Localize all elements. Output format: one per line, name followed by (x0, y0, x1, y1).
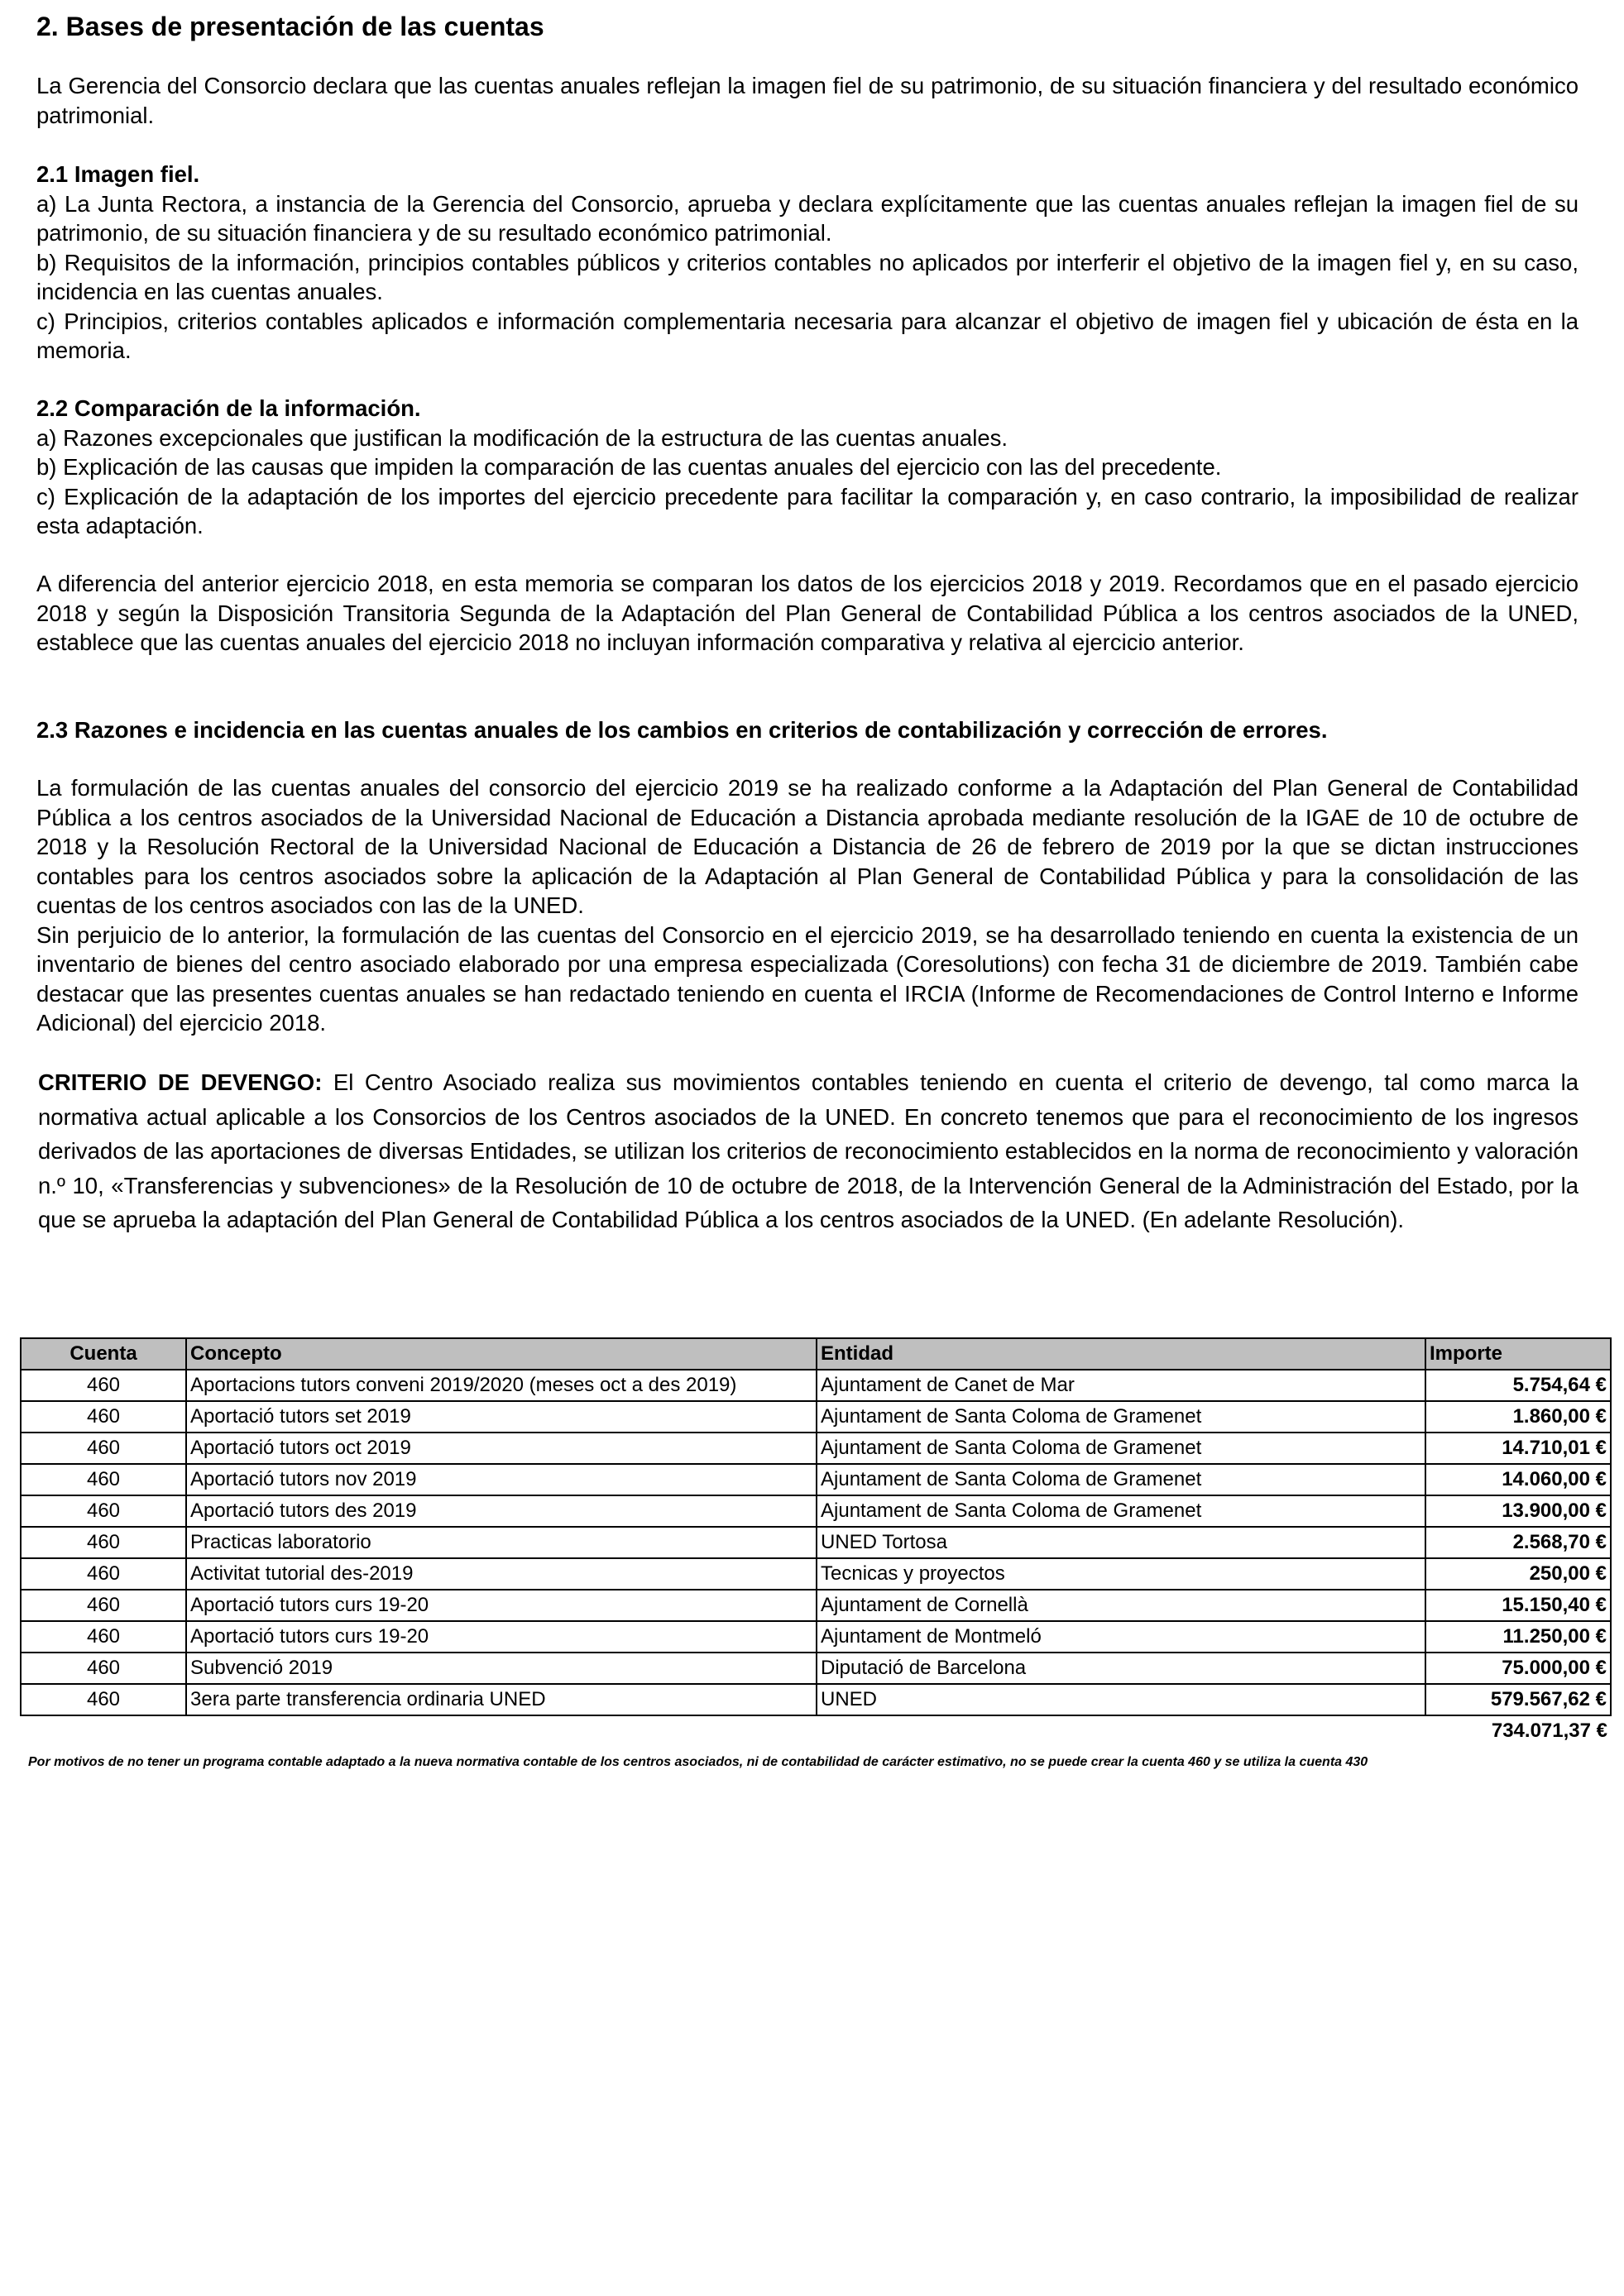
paragraph-c: c) Explicación de la adaptación de los importes del ejercicio precedente para facilitar la comparación y, en caso contrario, la imposibilidad de realizar esta adaptación. (36, 483, 1578, 538)
paragraph-sin-perjuicio: Sin perjuicio de lo anterior, la formulación de las cuentas del Consorcio en el ejercicio 2019, se ha desarrollado teniendo en cuenta la existencia de un inventario de bienes del centro asociado elaborado por una empresa especializada (Coresolutions) con fecha 31 de diciembre de 2019. También cabe destacar que las presentes cuentas anuales se han redactado teniendo en cuenta el IRCIA (Informe de Recomendaciones de Control Interno e Informe Adicional) del ejercicio 2018. (36, 921, 1578, 1036)
entidad-cell: Ajuntament de Canet de Mar (817, 1370, 1425, 1401)
header-entidad: Entidad (817, 1338, 1425, 1370)
paragraph-formulacion: La formulación de las cuentas anuales del consorcio del ejercicio 2019 se ha realizado conforme a la Adaptación del Plan General de Contabilidad Pública a los centros asociados de la Universidad Nacional de Educación a Distancia aprobada mediante resolución de la IGAE de 10 de octubre de 2018 y la Resolución Rectoral de la Universidad Nacional de Educación a Distancia de 26 de febrero de 2019 por la que se dictan instrucciones contables para los centros asociados sobre la aplicación de la Adaptación al Plan General de Contabilidad Pública y para la consolidación de las cuentas de los centros asociados con las de la UNED. (36, 775, 1578, 918)
cuenta-cell: 460 (21, 1527, 186, 1558)
table-row (21, 1558, 1611, 1590)
intro-paragraph: La Gerencia del Consorcio declara que las cuentas anuales reflejan la imagen fiel de su patrimonio, de su situación financiera y del resultado económico patrimonial. (36, 73, 1578, 128)
importe-cell: 11.250,00 € (1425, 1621, 1611, 1653)
paragraph-c: c) Principios, criterios contables aplicados e información complementaria necesaria para alcanzar el objetivo de imagen fiel y ubicación de ésta en la memoria. (36, 308, 1578, 363)
importe-cell: 14.060,00 € (1425, 1464, 1611, 1495)
importe-cell: 13.900,00 € (1425, 1495, 1611, 1527)
section-title: 2. Bases de presentación de las cuentas (36, 12, 544, 41)
header-cuenta: Cuenta (21, 1338, 186, 1370)
cuenta-cell: 460 (21, 1558, 186, 1590)
concepto-cell: Aportació tutors curs 19-20 (186, 1621, 817, 1653)
concepto-cell: Subvenció 2019 (186, 1653, 817, 1684)
paragraph-a: a) Razones excepcionales que justifican la modificación de la estructura de las cuentas anuales. (36, 424, 1008, 451)
criterio-text: El Centro Asociado realiza sus movimientos contables teniendo en cuenta el criterio de devengo, tal como marca la normativa actual aplicable a los Consorcios de los Centros asociados de la UNED. En concreto tenemos que para el reconocimiento de los ingresos derivados de las aportaciones de diversas Entidades, se utilizan los criterios de reconocimiento establecidos en la norma de reconocimiento y valoración n.º 10, «Transferencias y subvenciones» de la Resolución de 10 de octubre de 2018, de la Intervención General de la Administración del Estado, por la que se aprueba la adaptación del Plan General de Contabilidad Pública a los centros asociados de la UNED. (En adelante Resolución). (38, 1069, 1578, 1232)
entidad-cell: Ajuntament de Santa Coloma de Gramenet (817, 1464, 1425, 1495)
table-row (21, 1495, 1611, 1527)
subsection-title: 2.2 Comparación de la información. (36, 395, 421, 421)
importe-cell: 2.568,70 € (1425, 1527, 1611, 1558)
importe-cell: 579.567,62 € (1425, 1684, 1611, 1715)
concepto-cell: Aportació tutors curs 19-20 (186, 1590, 817, 1621)
empty-cell (21, 1715, 186, 1746)
paragraph-b: b) Explicación de las causas que impiden la comparación de las cuentas anuales del ejercicio con las del precedente. (36, 454, 1222, 480)
table-row (21, 1433, 1611, 1464)
section-intro (36, 71, 1578, 130)
entidad-cell: Ajuntament de Santa Coloma de Gramenet (817, 1495, 1425, 1527)
concepto-cell: Aportacions tutors conveni 2019/2020 (meses oct a des 2019) (186, 1370, 817, 1401)
concepto-cell: Aportació tutors oct 2019 (186, 1433, 817, 1464)
table-row (21, 1401, 1611, 1433)
entidad-cell: UNED Tortosa (817, 1527, 1425, 1558)
concepto-cell: Aportació tutors des 2019 (186, 1495, 817, 1527)
paragraph-a: a) La Junta Rectora, a instancia de la Gerencia del Consorcio, aprueba y declara explícitamente que las cuentas anuales reflejan la imagen fiel de su patrimonio, de su situación financiera y de su resultado económico patrimonial. (36, 190, 1578, 246)
table-row (21, 1464, 1611, 1495)
header-concepto: Concepto (186, 1338, 817, 1370)
cuenta-cell: 460 (21, 1401, 186, 1433)
aportaciones-table (20, 1337, 1612, 1746)
cuenta-cell: 460 (21, 1653, 186, 1684)
subsection-cambios-title: 2.3 Razones e incidencia en las cuentas anuales de los cambios en criterios de contabilización y corrección de errores. (36, 717, 1328, 743)
subsection-comparacion (36, 394, 1578, 541)
concepto-cell: 3era parte transferencia ordinaria UNED (186, 1684, 817, 1715)
subsection-cambios (36, 773, 1578, 1038)
cuenta-cell: 460 (21, 1464, 186, 1495)
table-total-row (21, 1715, 1611, 1746)
entidad-cell: Diputació de Barcelona (817, 1653, 1425, 1684)
concepto-cell: Activitat tutorial des-2019 (186, 1558, 817, 1590)
comparison-note (36, 569, 1578, 658)
entidad-cell: Ajuntament de Montmeló (817, 1621, 1425, 1653)
criterio-devengo (38, 1065, 1578, 1237)
concepto-cell: Aportació tutors set 2019 (186, 1401, 817, 1433)
entidad-cell: Ajuntament de Cornellà (817, 1590, 1425, 1621)
empty-cell (817, 1715, 1425, 1746)
criterio-label: CRITERIO DE DEVENGO: (38, 1069, 323, 1095)
cuenta-cell: 460 (21, 1433, 186, 1464)
paragraph-b: b) Requisitos de la información, principios contables públicos y criterios contables no aplicados por interferir el objetivo de la imagen fiel y, en su caso, incidencia en las cuentas anuales. (36, 249, 1578, 304)
subsection-title: 2.1 Imagen fiel. (36, 161, 200, 187)
total-importe: 734.071,37 € (1491, 1720, 1607, 1742)
concepto-cell: Aportació tutors nov 2019 (186, 1464, 817, 1495)
table-row (21, 1684, 1611, 1715)
cuenta-cell: 460 (21, 1684, 186, 1715)
empty-cell (186, 1715, 817, 1746)
cuenta-cell: 460 (21, 1621, 186, 1653)
table-row (21, 1370, 1611, 1401)
importe-cell: 75.000,00 € (1425, 1653, 1611, 1684)
table-row (21, 1527, 1611, 1558)
cuenta-cell: 460 (21, 1495, 186, 1527)
table-row (21, 1621, 1611, 1653)
importe-cell: 5.754,64 € (1425, 1370, 1611, 1401)
importe-cell: 15.150,40 € (1425, 1590, 1611, 1621)
entidad-cell: Ajuntament de Santa Coloma de Gramenet (817, 1433, 1425, 1464)
importe-cell: 1.860,00 € (1425, 1401, 1611, 1433)
subsection-imagen-fiel (36, 160, 1578, 366)
importe-cell: 14.710,01 € (1425, 1433, 1611, 1464)
concepto-cell: Practicas laboratorio (186, 1527, 817, 1558)
note-paragraph: A diferencia del anterior ejercicio 2018, en esta memoria se comparan los datos de los ejercicios 2018 y 2019. Recordamos que en el pasado ejercicio 2018 y según la Disposición Transitoria Segunda de la Adaptación del Plan General de Contabilidad Pública a los centros asociados de la UNED, establece que las cuentas anuales del ejercicio 2018 no incluyan información comparativa y relativa al ejercicio anterior. (36, 571, 1578, 655)
table-row (21, 1590, 1611, 1621)
table-body (21, 1370, 1611, 1746)
cuenta-cell: 460 (21, 1590, 186, 1621)
entidad-cell: UNED (817, 1684, 1425, 1715)
entidad-cell: Ajuntament de Santa Coloma de Gramenet (817, 1401, 1425, 1433)
cuenta-cell: 460 (21, 1370, 186, 1401)
header-importe: Importe (1425, 1338, 1611, 1370)
importe-cell: 250,00 € (1425, 1558, 1611, 1590)
table-footnote: Por motivos de no tener un programa contable adaptado a la nueva normativa contable de los centros asociados, ni de contabilidad de carácter estimativo, no se puede crear la cuenta 460 y se utiliza la cuenta 430 (28, 1755, 1368, 1769)
entidad-cell: Tecnicas y proyectos (817, 1558, 1425, 1590)
table-row (21, 1653, 1611, 1684)
table-header-row (21, 1338, 1611, 1370)
